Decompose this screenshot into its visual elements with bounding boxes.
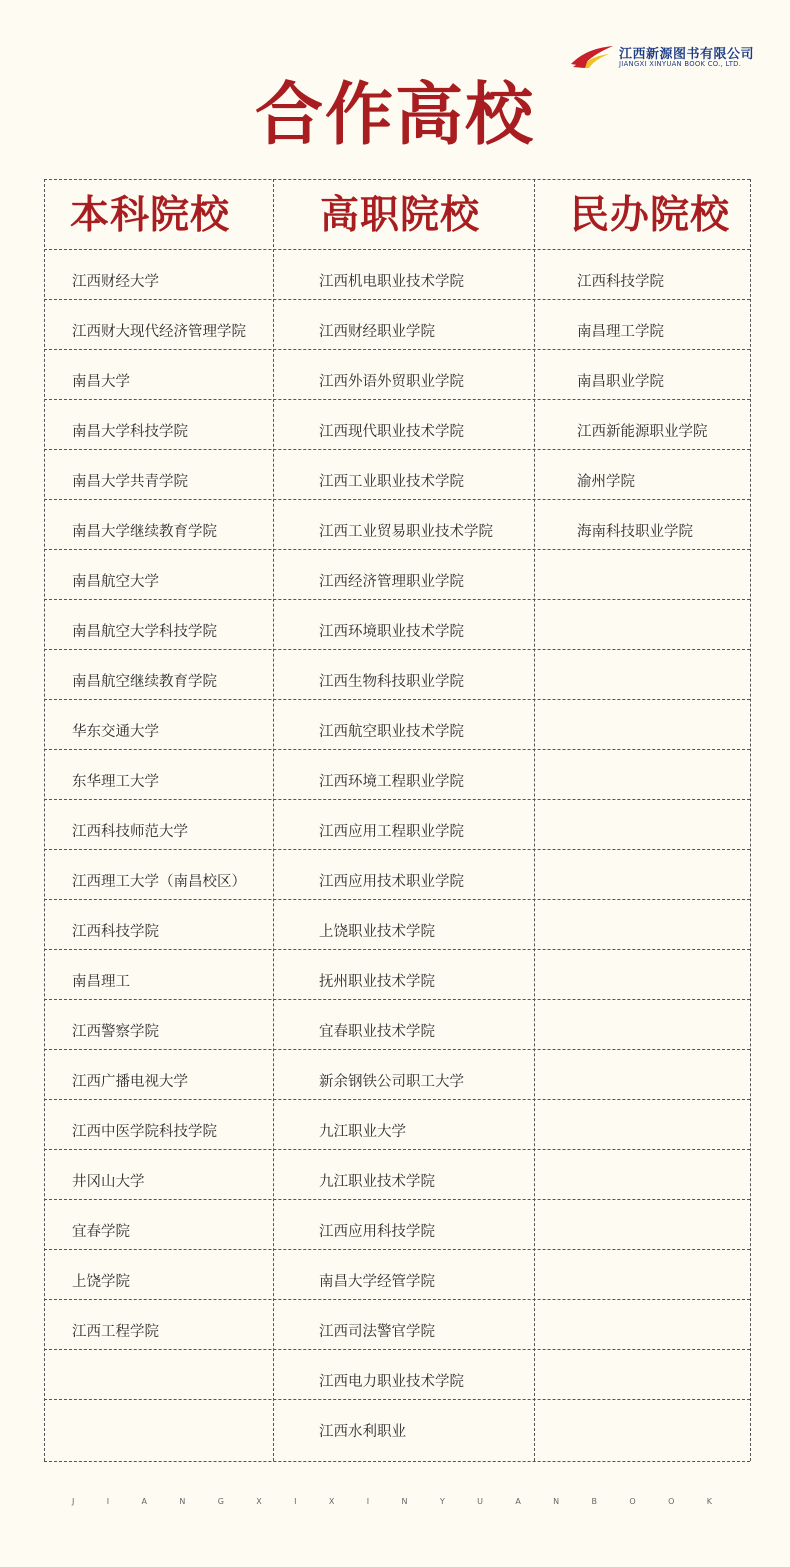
table-cell: 江西应用技术职业学院	[319, 874, 464, 890]
table-cell: 江西工程学院	[72, 1324, 159, 1340]
table-row-divider	[44, 1149, 750, 1150]
table-column-divider	[273, 179, 274, 1461]
table-row-divider	[44, 249, 750, 250]
table-row-divider	[44, 349, 750, 350]
table-cell: 江西广播电视大学	[72, 1074, 188, 1090]
table-cell: 南昌航空大学科技学院	[72, 624, 217, 640]
page-title: 合作高校	[254, 75, 535, 155]
logo-name-cn: 江西新源图书有限公司	[619, 47, 755, 62]
table-cell: 江西应用工程职业学院	[319, 824, 464, 840]
footer-letter: G	[217, 1497, 224, 1506]
table-cell: 上饶学院	[72, 1274, 130, 1290]
table-cell: 江西科技学院	[72, 924, 159, 940]
table-cell: 江西中医学院科技学院	[72, 1124, 217, 1140]
table-row-divider	[44, 999, 750, 1000]
table-row-divider	[44, 699, 750, 700]
table-cell: 九江职业大学	[319, 1124, 406, 1140]
table-cell: 江西新能源职业学院	[577, 424, 708, 440]
column-header: 高职院校	[320, 192, 481, 238]
footer-letter: Y	[439, 1497, 445, 1506]
footer-letter: I	[366, 1497, 370, 1506]
table-cell: 新余钢铁公司职工大学	[319, 1074, 464, 1090]
table-cell: 江西环境职业技术学院	[319, 624, 464, 640]
table-cell: 井冈山大学	[72, 1174, 145, 1190]
universities-table	[44, 179, 750, 1461]
table-cell: 江西环境工程职业学院	[319, 774, 464, 790]
table-cell: 南昌大学	[72, 374, 130, 390]
logo-name-en: JIANGXI XINYUAN BOOK CO., LTD.	[619, 60, 742, 68]
table-cell: 江西生物科技职业学院	[319, 674, 464, 690]
table-cell: 南昌大学科技学院	[72, 424, 188, 440]
footer-letter: O	[668, 1497, 675, 1506]
table-row-divider	[44, 1099, 750, 1100]
table-row-divider	[44, 799, 750, 800]
column-header: 本科院校	[70, 192, 231, 238]
table-column-divider	[750, 179, 751, 1461]
table-row-divider	[44, 1299, 750, 1300]
table-cell: 江西外语外贸职业学院	[319, 374, 464, 390]
footer-letter: A	[141, 1497, 147, 1506]
footer-letter: B	[591, 1497, 598, 1506]
table-cell: 南昌大学经管学院	[319, 1274, 435, 1290]
table-row-divider	[44, 749, 750, 750]
table-cell: 上饶职业技术学院	[319, 924, 435, 940]
table-cell: 华东交通大学	[72, 724, 159, 740]
table-row-divider	[44, 1461, 750, 1462]
footer-letter: X	[256, 1497, 262, 1506]
table-cell: 南昌大学继续教育学院	[72, 524, 217, 540]
footer-letter: U	[477, 1497, 483, 1506]
table-cell: 东华理工大学	[72, 774, 159, 790]
table-cell: 南昌航空大学	[72, 574, 159, 590]
table-cell: 九江职业技术学院	[319, 1174, 435, 1190]
table-cell: 南昌职业学院	[577, 374, 664, 390]
footer-letters	[72, 1497, 712, 1506]
table-cell: 江西财大现代经济管理学院	[72, 324, 246, 340]
table-cell: 江西工业贸易职业技术学院	[319, 524, 493, 540]
footer-letter: I	[106, 1497, 110, 1506]
table-cell: 渝州学院	[577, 474, 635, 490]
table-row-divider	[44, 1049, 750, 1050]
table-cell: 南昌理工	[72, 974, 130, 990]
table-cell: 海南科技职业学院	[577, 524, 693, 540]
table-cell: 江西应用科技学院	[319, 1224, 435, 1240]
table-row-divider	[44, 1249, 750, 1250]
footer-letter: X	[328, 1497, 335, 1506]
table-row-divider	[44, 599, 750, 600]
footer-letter: I	[294, 1497, 297, 1506]
table-row-divider	[44, 299, 750, 300]
table-cell: 江西财经职业学院	[319, 324, 435, 340]
footer-letter: N	[179, 1497, 186, 1506]
table-cell: 江西财经大学	[72, 274, 159, 290]
footer-letter: J	[72, 1497, 75, 1506]
table-column-divider	[44, 179, 45, 1461]
table-row-divider	[44, 949, 750, 950]
table-row-divider	[44, 1199, 750, 1200]
table-cell: 江西科技师范大学	[72, 824, 188, 840]
footer-letter: K	[706, 1497, 712, 1506]
table-cell: 江西航空职业技术学院	[319, 724, 464, 740]
company-logo	[569, 42, 759, 72]
table-cell: 南昌航空继续教育学院	[72, 674, 217, 690]
table-row-divider	[44, 649, 750, 650]
table-row-divider	[44, 1399, 750, 1400]
table-column-divider	[534, 179, 535, 1461]
table-row-divider	[44, 899, 750, 900]
table-cell: 宜春学院	[72, 1224, 130, 1240]
table-cell: 宜春职业技术学院	[319, 1024, 435, 1040]
table-cell: 江西机电职业技术学院	[319, 274, 464, 290]
footer-letter: A	[515, 1497, 521, 1506]
table-row-divider	[44, 499, 750, 500]
table-cell: 江西科技学院	[577, 274, 664, 290]
table-cell: 江西经济管理职业学院	[319, 574, 464, 590]
table-cell: 江西警察学院	[72, 1024, 159, 1040]
table-cell: 南昌大学共青学院	[72, 474, 188, 490]
table-cell: 南昌理工学院	[577, 324, 664, 340]
logo-swoosh-icon	[569, 44, 615, 70]
table-cell: 江西司法警官学院	[319, 1324, 435, 1340]
table-row-divider	[44, 549, 750, 550]
table-cell: 抚州职业技术学院	[319, 974, 435, 990]
table-cell: 江西电力职业技术学院	[319, 1374, 464, 1390]
column-header: 民办院校	[570, 192, 731, 238]
footer-letter: N	[401, 1497, 408, 1506]
table-cell: 江西工业职业技术学院	[319, 474, 464, 490]
table-cell: 江西水利职业	[319, 1424, 406, 1440]
table-cell: 江西现代职业技术学院	[319, 424, 464, 440]
footer-letter: O	[629, 1497, 636, 1506]
footer-letter: N	[553, 1497, 560, 1506]
table-row-divider	[44, 399, 750, 400]
table-cell: 江西理工大学（南昌校区）	[72, 874, 246, 890]
table-row-divider	[44, 849, 750, 850]
table-row-divider	[44, 1349, 750, 1350]
table-row-divider	[44, 449, 750, 450]
